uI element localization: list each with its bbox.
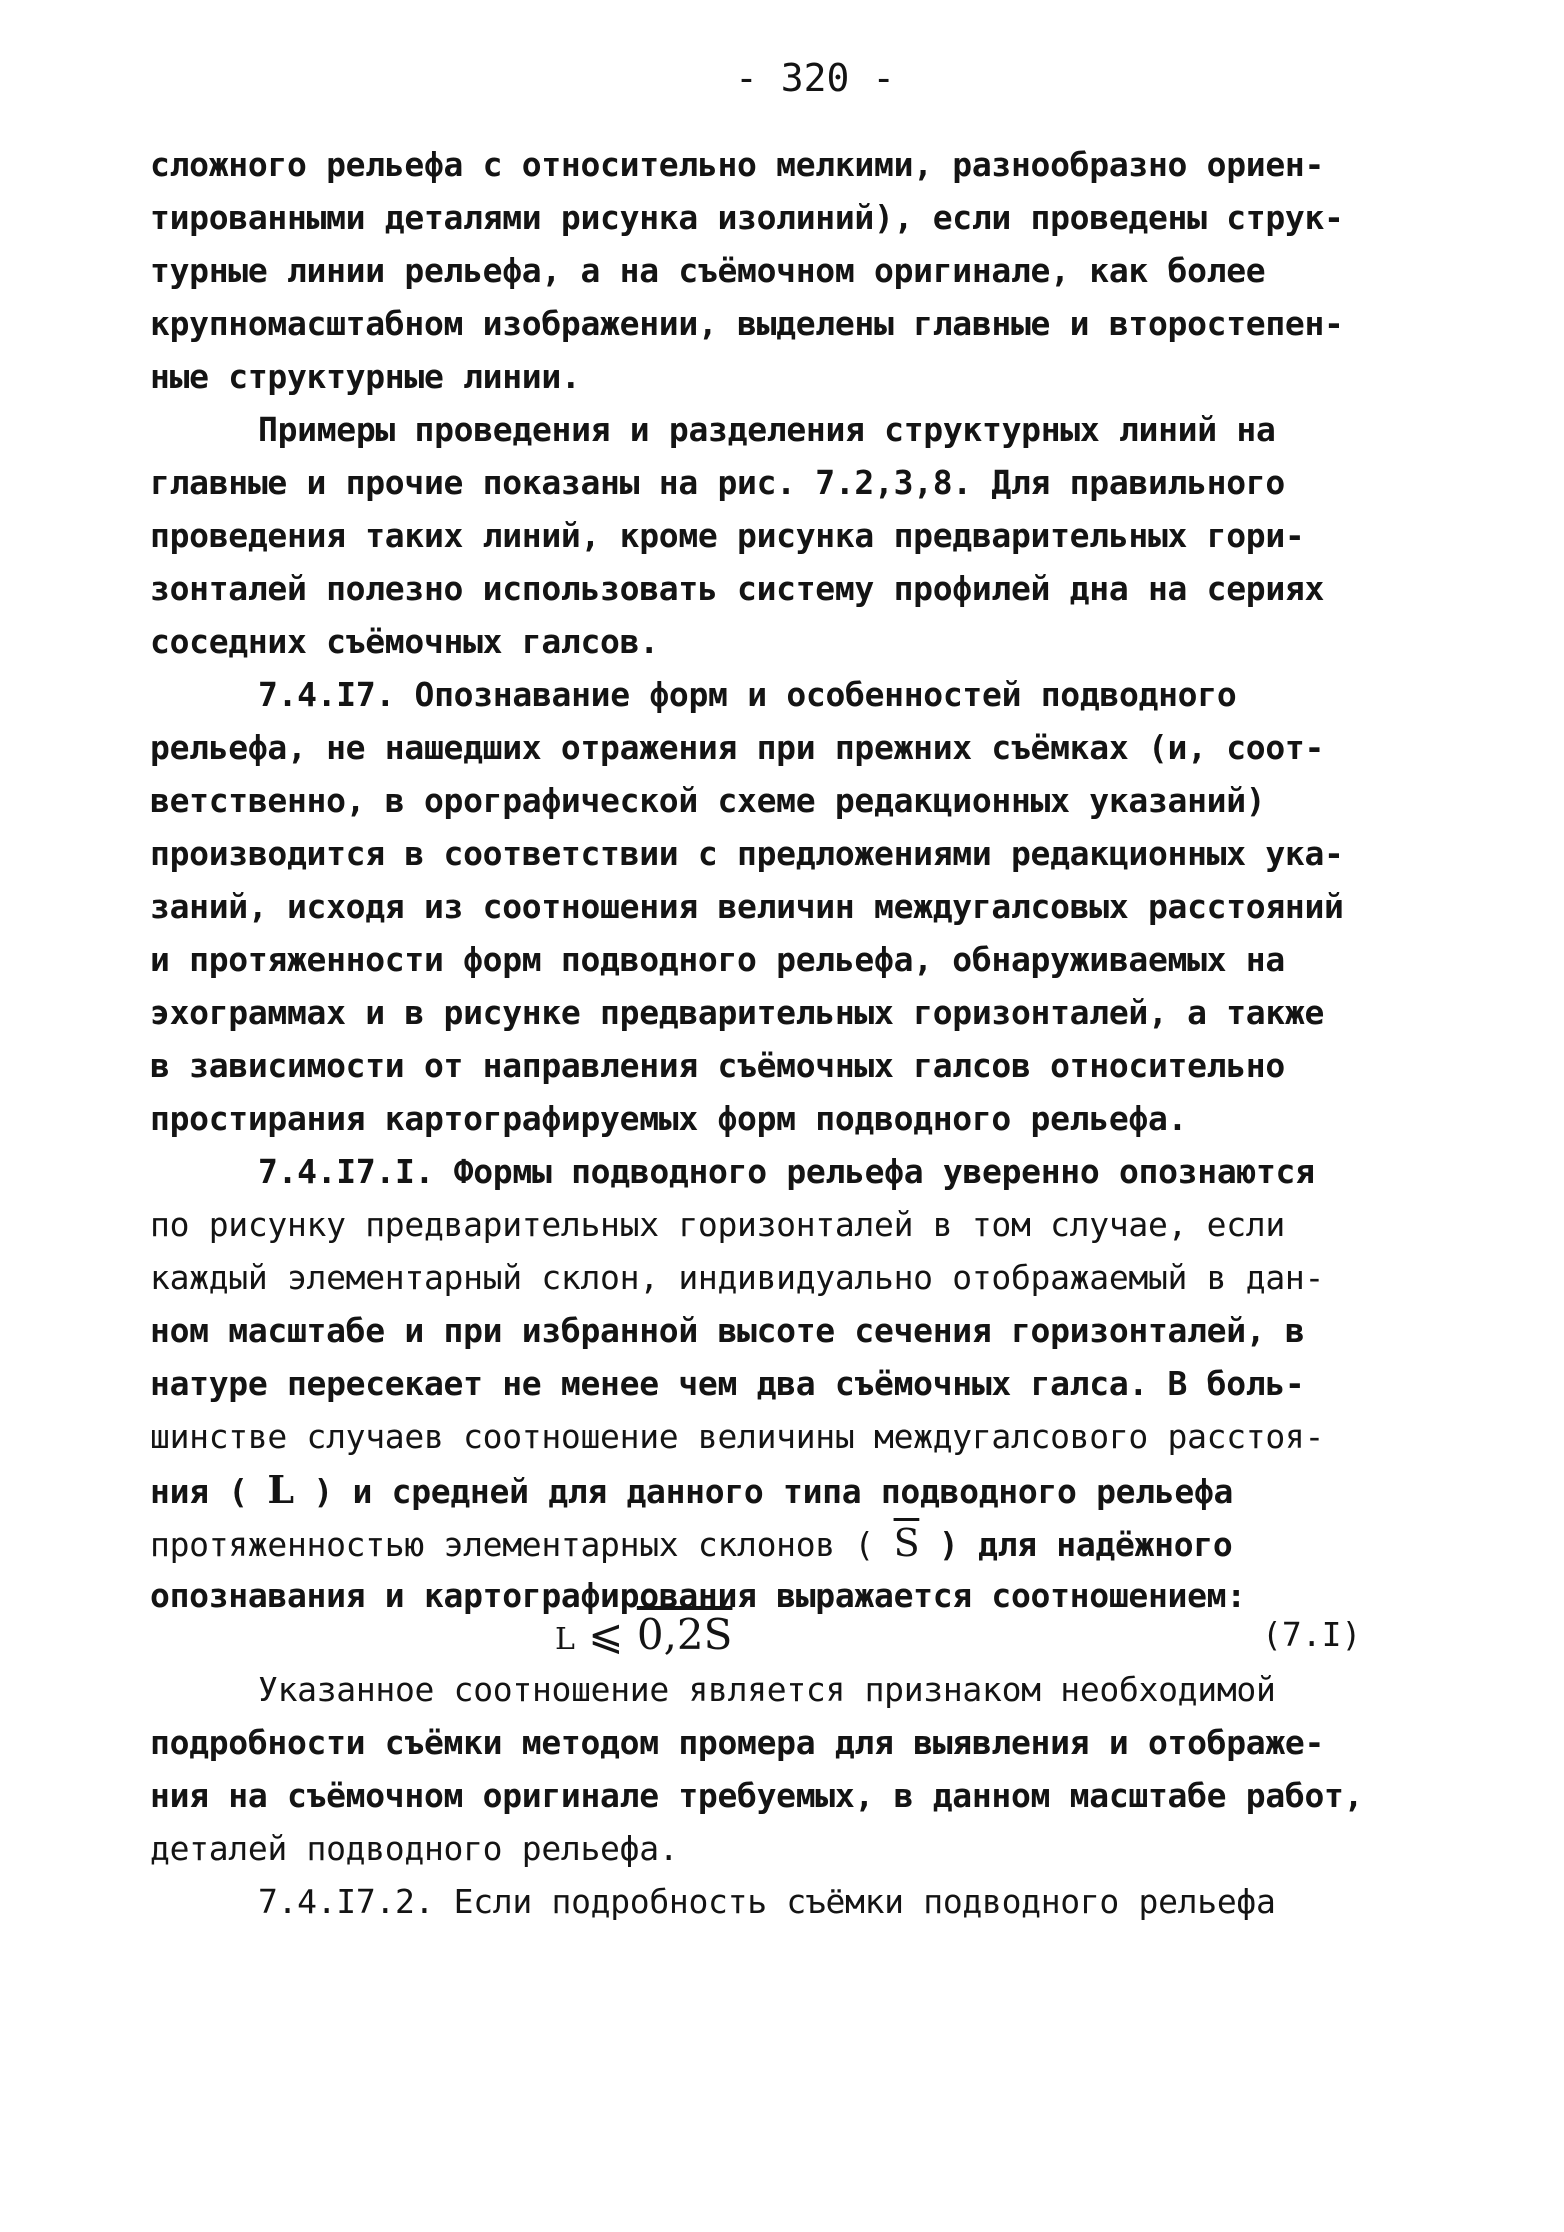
text-fragment: ния ( bbox=[150, 1472, 268, 1511]
text-line: по рисунку предварительных горизонталей в том случае, если bbox=[150, 1205, 1285, 1244]
text-line: крупномасштабном изображении, выделены главные и второстепен- bbox=[150, 304, 1344, 343]
text-line: простирания картографируемых форм подводного рельефа. bbox=[150, 1099, 1188, 1138]
text-line: главные и прочие показаны на рис. 7.2,3,8. Для правильного bbox=[150, 463, 1285, 502]
text-line-with-s-symbol bbox=[150, 1518, 1232, 1568]
text-line: и протяженности форм подводного рельефа, обнаруживаемых на bbox=[150, 940, 1285, 979]
text-line: проведения таких линий, кроме рисунка предварительных гори- bbox=[150, 516, 1305, 555]
formula-lhs: L bbox=[555, 1622, 575, 1657]
text-line: шинстве случаев соотношение величины междугалсового расстоя- bbox=[150, 1417, 1325, 1456]
text-line: производится в соответствии с предложениями редакционных ука- bbox=[150, 834, 1344, 873]
text-line: заний, исходя из соотношения величин междугалсовых расстояний bbox=[150, 887, 1344, 926]
text-line-with-l-symbol bbox=[150, 1465, 1233, 1515]
text-line: ния на съёмочном оригинале требуемых, в данном масштабе работ, bbox=[150, 1776, 1364, 1815]
formula-operator: ⩽ bbox=[588, 1610, 624, 1659]
text-line: ные структурные линии. bbox=[150, 357, 581, 396]
text-line: ветственно, в орографической схеме редакционных указаний) bbox=[150, 781, 1266, 820]
text-line: соседних съёмочных галсов. bbox=[150, 622, 659, 661]
text-line: деталей подводного рельефа. bbox=[150, 1829, 679, 1868]
text-line: сложного рельефа с относительно мелкими, разнообразно ориен- bbox=[150, 145, 1325, 184]
s-mean-symbol: $\overline{S}$ bbox=[893, 1521, 920, 1565]
text-line: турные линии рельефа, а на съёмочном оригинале, как более bbox=[150, 251, 1266, 290]
l-symbol: L bbox=[267, 1467, 294, 1512]
text-line: каждый элементарный склон, индивидуально отображаемый в дан- bbox=[150, 1258, 1325, 1297]
page-number: - 320 - bbox=[735, 56, 896, 100]
text-line: 7.4.I7. Опознавание форм и особенностей подводного bbox=[258, 675, 1237, 714]
text-line: рельефа, не нашедших отражения при прежних съёмках (и, соот- bbox=[150, 728, 1325, 767]
text-line: 7.4.I7.2. Если подробность съёмки подводного рельефа bbox=[258, 1882, 1276, 1921]
text-line: ном масштабе и при избранной высоте сечения горизонталей, в bbox=[150, 1311, 1305, 1350]
text-line: опознавания и картографирования выражается соотношением: bbox=[150, 1576, 1246, 1615]
text-fragment: ) и средней для данного типа подводного рельефа bbox=[293, 1472, 1234, 1511]
text-line: в зависимости от направления съёмочных галсов относительно bbox=[150, 1046, 1285, 1085]
text-line: Примеры проведения и разделения структурных линий на bbox=[258, 410, 1276, 449]
text-line: подробности съёмки методом промера для выявления и отображе- bbox=[150, 1723, 1325, 1762]
formula-rhs: 0,2S bbox=[636, 1610, 733, 1659]
text-line: 7.4.I7.I. Формы подводного рельефа уверенно опознаются bbox=[258, 1152, 1315, 1191]
text-line: зонталей полезно использовать систему профилей дна на сериях bbox=[150, 569, 1325, 608]
text-fragment: протяженностью элементарных склонов ( bbox=[150, 1525, 894, 1564]
text-fragment: ) для надёжного bbox=[919, 1525, 1233, 1564]
text-line: Указанное соотношение является признаком необходимой bbox=[258, 1670, 1276, 1709]
text-line: натуре пересекает не менее чем два съёмочных галса. В боль- bbox=[150, 1364, 1305, 1403]
text-line: тированными деталями рисунка изолиний), если проведены струк- bbox=[150, 198, 1344, 237]
equation-number: (7.I) bbox=[1262, 1615, 1362, 1654]
formula bbox=[555, 1605, 732, 1670]
text-line: эхограммах и в рисунке предварительных горизонталей, а также bbox=[150, 993, 1325, 1032]
